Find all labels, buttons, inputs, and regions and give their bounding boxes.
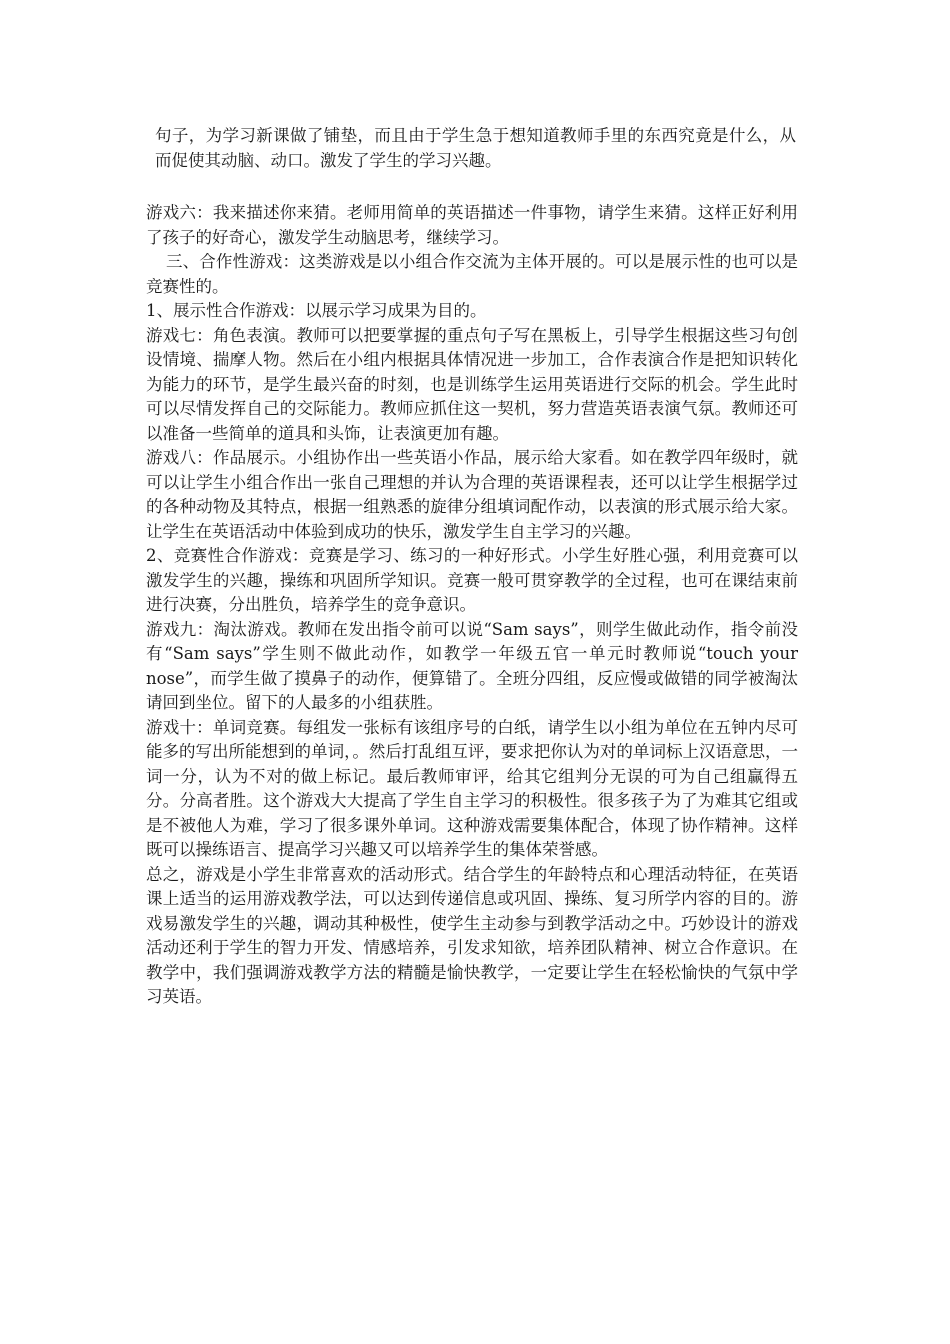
paragraph-intro-continuation: 句子，为学习新课做了铺垫，而且由于学生急于想知道教师手里的东西究竟是什么，从而促使其动脑、动口。激发了学生的学习兴趣。: [155, 126, 796, 170]
paragraph-game-eight: 游戏八：作品展示。小组协作出一些英语小作品，展示给大家看。如在教学四年级时，就可以让学生小组合作出一张自己理想的并认为合理的英语课程表，还可以让学生根据学过的各种动物及其特点，根据一组熟悉的旋律分组填词配作动，以表演的形式展示给大家。让学生在英语活动中体验到成功的快乐，激发学生自主学习的兴趣。: [146, 448, 798, 541]
subheading-competitive-cooperative-games: 2、竞赛性合作游戏：竞赛是学习、练习的一种好形式。小学生好胜心强，利用竞赛可以激发学生的兴趣，操练和巩固所学知识。竞赛一般可贯穿教学的全过程，也可在课结束前进行决赛，分出胜负，培养学生的竞争意识。: [146, 546, 798, 614]
paragraph-game-seven: 游戏七：角色表演。教师可以把要掌握的重点句子写在黑板上，引导学生根据这些习句创设情境、揣摩人物。然后在小组内根据具体情况进一步加工，合作表演合作是把知识转化为能力的环节，是学生最兴奋的时刻，也是训练学生运用英语进行交际的机会。学生此时可以尽情发挥自己的交际能力。教师应抓住这一契机，努力营造英语表演气氛。教师还可以准备一些简单的道具和头饰，让表演更加有趣。: [146, 325, 798, 443]
paragraph-game-nine: 游戏九：淘汰游戏。教师在发出指令前可以说“Sam says”，则学生做此动作，指令前没有“Sam says”学生则不做此动作，如教学一年级五官一单元时教师说“touch your nose”，而学生做了摸鼻子的动作，便算错了。全班分四组，反应慢或做错的同学被淘汰请回到坐位。留下的人最多的小组获胜。: [146, 619, 798, 712]
paragraph-conclusion: 总之，游戏是小学生非常喜欢的活动形式。结合学生的年龄特点和心理活动特征，在英语课上适当的运用游戏教学法，可以达到传递信息或巩固、操练、复习所学内容的目的。游戏易激发学生的兴趣，调动其种极性，使学生主动参与到教学活动之中。巧妙设计的游戏活动还利于学生的智力开发、情感培养，引发求知欲，培养团队精神、树立合作意识。在教学中，我们强调游戏教学方法的精髓是愉快教学，一定要让学生在轻松愉快的气氛中学习英语。: [146, 864, 798, 1006]
document-body: [146, 124, 798, 1010]
paragraph-gap: [146, 173, 798, 201]
subheading-showcase-cooperative-games: 1、展示性合作游戏：以展示学习成果为目的。: [146, 301, 487, 320]
section-heading-cooperative-games: 三、合作性游戏：这类游戏是以小组合作交流为主体开展的。可以是展示性的也可以是竞赛性的。: [146, 252, 798, 296]
paragraph-game-six: 游戏六：我来描述你来猜。老师用简单的英语描述一件事物，请学生来猜。这样正好利用了孩子的好奇心，激发学生动脑思考，继续学习。: [146, 203, 798, 247]
paragraph-game-ten: 游戏十：单词竞赛。每组发一张标有该组序号的白纸，请学生以小组为单位在五钟内尽可能多的写出所能想到的单词，。然后打乱组互评，要求把你认为对的单词标上汉语意思，一词一分，认为不对的做上标记。最后教师审评，给其它组判分无误的可为自己组赢得五分。分高者胜。这个游戏大大提高了学生自主学习的积极性。很多孩子为了为难其它组或是不被他人为难，学习了很多课外单词。这种游戏需要集体配合，体现了协作精神。这样既可以操练语言、提高学习兴趣又可以培养学生的集体荣誉感。: [146, 717, 798, 859]
